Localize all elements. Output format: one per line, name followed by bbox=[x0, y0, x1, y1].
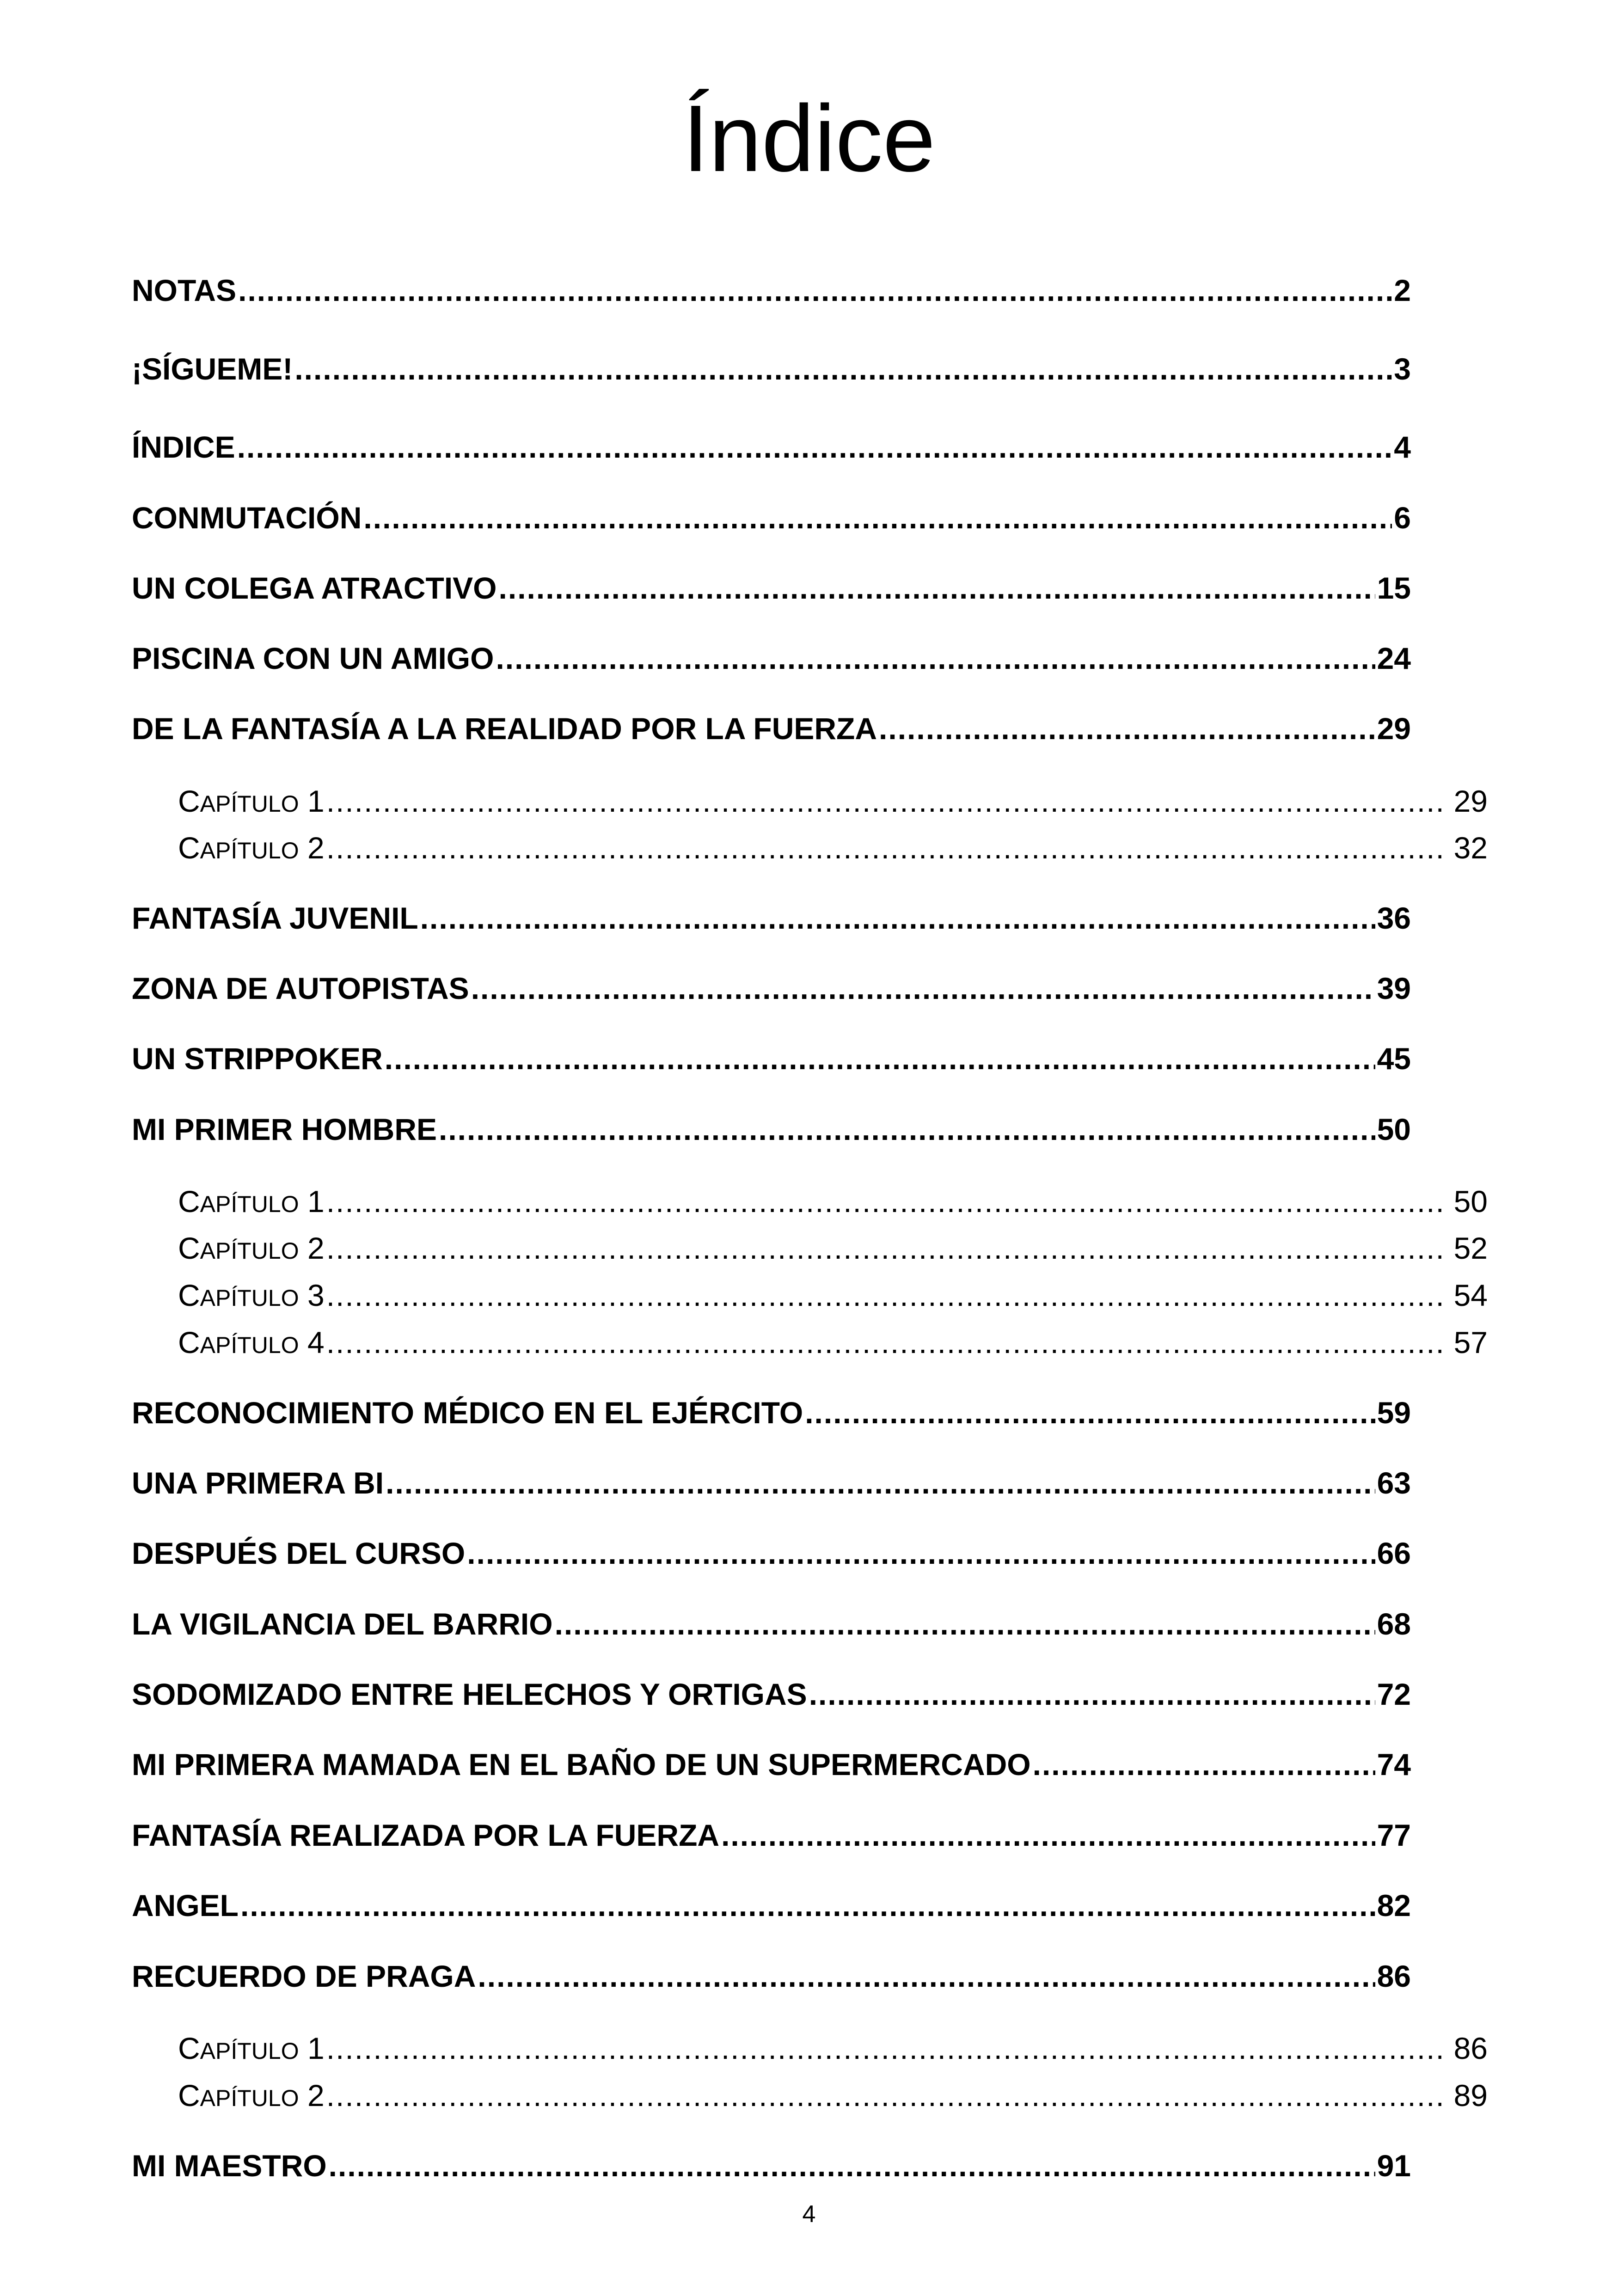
toc-entry-title: CONMUTACIÓN bbox=[132, 501, 362, 535]
toc-entry[interactable] bbox=[132, 2143, 1411, 2189]
toc-entry[interactable] bbox=[132, 495, 1411, 541]
toc-entry-page: 68 bbox=[1377, 1607, 1411, 1641]
toc-subentry-page: 57 bbox=[1453, 1325, 1488, 1359]
toc-subentry-page: 29 bbox=[1453, 784, 1488, 818]
dot-leader bbox=[326, 1274, 1446, 1316]
toc-entry-title: DE LA FANTASÍA A LA REALIDAD POR LA FUERZA bbox=[132, 711, 877, 746]
dot-leader bbox=[326, 1181, 1446, 1222]
toc-entry-title: ZONA DE AUTOPISTAS bbox=[132, 971, 469, 1005]
page-number: 4 bbox=[802, 2201, 816, 2228]
toc-subentry[interactable] bbox=[178, 2075, 1488, 2116]
toc-entry-title: PISCINA CON UN AMIGO bbox=[132, 641, 494, 675]
dot-leader bbox=[363, 495, 1392, 541]
dot-leader bbox=[809, 1671, 1375, 1717]
toc-subentry[interactable] bbox=[178, 827, 1488, 869]
dot-leader bbox=[326, 1227, 1446, 1269]
toc-entry[interactable] bbox=[132, 1530, 1411, 1576]
toc-entry[interactable] bbox=[132, 1741, 1411, 1788]
toc-subentry-title: CAPÍTULO 4 bbox=[178, 1325, 325, 1359]
toc-entry-page: 66 bbox=[1377, 1536, 1411, 1570]
dot-leader bbox=[326, 2027, 1446, 2069]
toc-entry-page: 86 bbox=[1377, 1959, 1411, 1993]
toc-entry-title: ANGEL bbox=[132, 1888, 239, 1923]
toc-entry-title: NOTAS bbox=[132, 273, 237, 307]
toc-entry-title: MI PRIMER HOMBRE bbox=[132, 1112, 437, 1146]
toc-entry[interactable] bbox=[132, 895, 1411, 941]
toc-subentry-page: 86 bbox=[1453, 2031, 1488, 2065]
toc-entry-page: 77 bbox=[1377, 1818, 1411, 1852]
dot-leader bbox=[240, 1882, 1375, 1929]
toc-entry[interactable] bbox=[132, 1671, 1411, 1717]
toc-entry-title: UNA PRIMERA BI bbox=[132, 1466, 384, 1500]
toc-entry-title: RECUERDO DE PRAGA bbox=[132, 1959, 476, 1993]
toc-subentry-title: CAPÍTULO 2 bbox=[178, 1231, 325, 1265]
dot-leader bbox=[1033, 1741, 1375, 1788]
page-title: Índice bbox=[682, 86, 936, 191]
dot-leader bbox=[329, 2143, 1375, 2189]
toc-entry-title: FANTASÍA REALIZADA POR LA FUERZA bbox=[132, 1818, 720, 1852]
toc-subentry[interactable] bbox=[178, 1322, 1488, 1363]
toc-entry-page: 29 bbox=[1377, 711, 1411, 746]
toc-subentry-title: CAPÍTULO 2 bbox=[178, 831, 325, 865]
toc-entry-title: MI PRIMERA MAMADA EN EL BAÑO DE UN SUPERMERCADO bbox=[132, 1747, 1031, 1782]
toc-entry[interactable] bbox=[132, 346, 1411, 392]
toc-entry-page: 36 bbox=[1377, 901, 1411, 935]
toc-entry[interactable] bbox=[132, 1601, 1411, 1647]
toc-subentry-page: 89 bbox=[1453, 2078, 1488, 2112]
toc-entry-page: 74 bbox=[1377, 1747, 1411, 1782]
toc-entry-title: LA VIGILANCIA DEL BARRIO bbox=[132, 1607, 553, 1641]
toc-entry-page: 91 bbox=[1377, 2149, 1411, 2183]
dot-leader bbox=[467, 1530, 1375, 1576]
toc-subentry[interactable] bbox=[178, 1181, 1488, 1222]
dot-leader bbox=[496, 635, 1375, 681]
toc-entry-page: 59 bbox=[1377, 1396, 1411, 1430]
toc-entry[interactable] bbox=[132, 635, 1411, 681]
toc-entry-page: 2 bbox=[1394, 273, 1411, 307]
toc-entry[interactable] bbox=[132, 1812, 1411, 1858]
toc-subentry-page: 54 bbox=[1453, 1278, 1488, 1312]
toc-entry-page: 6 bbox=[1394, 501, 1411, 535]
dot-leader bbox=[439, 1106, 1375, 1152]
toc-entry[interactable] bbox=[132, 705, 1411, 752]
dot-leader bbox=[555, 1601, 1375, 1647]
dot-leader bbox=[238, 267, 1392, 313]
dot-leader bbox=[326, 1322, 1446, 1363]
toc-entry[interactable] bbox=[132, 965, 1411, 1011]
toc-entry-page: 72 bbox=[1377, 1677, 1411, 1711]
dot-leader bbox=[385, 1035, 1375, 1082]
dot-leader bbox=[386, 1460, 1375, 1506]
toc-entry[interactable] bbox=[132, 1882, 1411, 1929]
toc-entry[interactable] bbox=[132, 1460, 1411, 1506]
toc-entry-title: FANTASÍA JUVENIL bbox=[132, 901, 418, 935]
toc-subentry-title: CAPÍTULO 2 bbox=[178, 2078, 325, 2112]
toc-subentry-title: CAPÍTULO 1 bbox=[178, 2031, 325, 2065]
toc-entry[interactable] bbox=[132, 565, 1411, 611]
toc-entry-title: UN STRIPPOKER bbox=[132, 1041, 383, 1076]
toc-entry-title: UN COLEGA ATRACTIVO bbox=[132, 571, 497, 605]
dot-leader bbox=[326, 2075, 1446, 2116]
toc-subentry[interactable] bbox=[178, 1227, 1488, 1269]
toc-subentry-page: 52 bbox=[1453, 1231, 1488, 1265]
toc-entry-title: SODOMIZADO ENTRE HELECHOS Y ORTIGAS bbox=[132, 1677, 807, 1711]
toc-entry-page: 3 bbox=[1394, 352, 1411, 386]
toc-subentry-title: CAPÍTULO 1 bbox=[178, 1184, 325, 1218]
toc-entry[interactable] bbox=[132, 1035, 1411, 1082]
toc-subentry-title: CAPÍTULO 3 bbox=[178, 1278, 325, 1312]
dot-leader bbox=[721, 1812, 1375, 1858]
toc-subentry[interactable] bbox=[178, 2027, 1488, 2069]
toc-entry[interactable] bbox=[132, 1106, 1411, 1152]
toc-subentry[interactable] bbox=[178, 1274, 1488, 1316]
dot-leader bbox=[420, 895, 1375, 941]
dot-leader bbox=[326, 827, 1446, 869]
toc-entry-page: 4 bbox=[1394, 430, 1411, 464]
toc-subentry-page: 50 bbox=[1453, 1184, 1488, 1218]
dot-leader bbox=[805, 1390, 1375, 1436]
toc-subentry[interactable] bbox=[178, 780, 1488, 822]
toc-entry[interactable] bbox=[132, 267, 1411, 313]
toc-entry-title: ÍNDICE bbox=[132, 430, 235, 464]
dot-leader bbox=[471, 965, 1375, 1011]
toc-entry[interactable] bbox=[132, 424, 1411, 470]
toc-entry-page: 39 bbox=[1377, 971, 1411, 1005]
toc-entry-page: 24 bbox=[1377, 641, 1411, 675]
toc-entry-page: 45 bbox=[1377, 1041, 1411, 1076]
dot-leader bbox=[326, 780, 1446, 822]
toc-entry-page: 15 bbox=[1377, 571, 1411, 605]
toc-entry-page: 50 bbox=[1377, 1112, 1411, 1146]
dot-leader bbox=[237, 424, 1392, 470]
toc-entry-title: ¡SÍGUEME! bbox=[132, 352, 293, 386]
toc-entry-page: 82 bbox=[1377, 1888, 1411, 1923]
dot-leader bbox=[879, 705, 1375, 752]
toc-entry-title: RECONOCIMIENTO MÉDICO EN EL EJÉRCITO bbox=[132, 1396, 803, 1430]
toc-entry-title: DESPUÉS DEL CURSO bbox=[132, 1536, 466, 1570]
toc-subentry-page: 32 bbox=[1453, 831, 1488, 865]
dot-leader bbox=[499, 565, 1375, 611]
toc-entry[interactable] bbox=[132, 1953, 1411, 1999]
dot-leader bbox=[294, 346, 1392, 392]
dot-leader bbox=[478, 1953, 1375, 1999]
toc-subentry-title: CAPÍTULO 1 bbox=[178, 784, 325, 818]
toc-entry-title: MI MAESTRO bbox=[132, 2149, 327, 2183]
toc-entry[interactable] bbox=[132, 1390, 1411, 1436]
toc-entry-page: 63 bbox=[1377, 1466, 1411, 1500]
